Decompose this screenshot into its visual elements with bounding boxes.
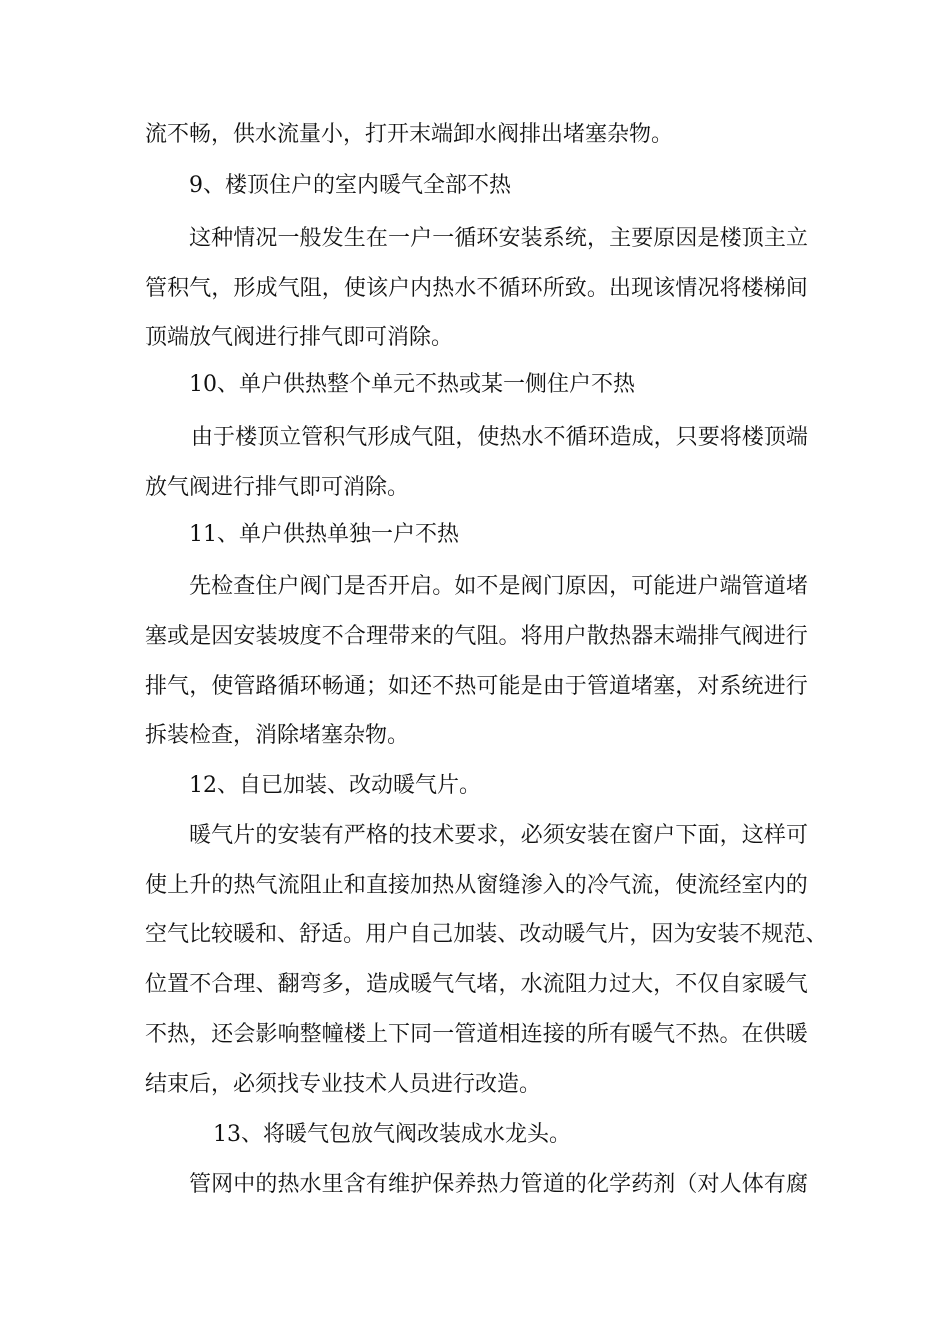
text-line: 空 气 比 较 暖 和 、 舒 适 。 用 户 自 己 加 装 、 改 动 暖 气 片 ， 因 为 安 装 不 规 范 、 <box>145 922 828 947</box>
section-heading: 10、单户供热整个单元不热或某一侧住户不热 <box>189 372 635 397</box>
text-line: 结束后，必须找专业技术人员进行改造。 <box>145 1072 542 1097</box>
text-line: 拆装检查，消除堵塞杂物。 <box>145 723 410 748</box>
text-line: 使 上 升 的 热 气 流 阻 止 和 直 接 加 热 从 窗 缝 渗 入 的 冷 气 流 ， 使 流 经 室 内 的 <box>145 873 808 898</box>
text-line: 由 于 楼 顶 立 管 积 气 形 成 气 阻 ， 使 热 水 不 循 环 造 成 ， 只 要 将 楼 顶 端 <box>191 425 808 450</box>
text-line: 管 积 气 ， 形 成 气 阻 ， 使 该 户 内 热 水 不 循 环 所 致 。 出 现 该 情 况 将 楼 梯 间 <box>145 276 808 301</box>
text-line: 不 热 ， 还 会 影 响 整 幢 楼 上 下 同 一 管 道 相 连 接 的 所 有 暖 气 不 热 。 在 供 暖 <box>145 1022 808 1047</box>
text-line: 顶端放气阀进行排气即可消除。 <box>145 325 454 350</box>
text-line: 暖 气 片 的 安 装 有 严 格 的 技 术 要 求 ， 必 须 安 装 在 窗 户 下 面 ， 这 样 可 <box>189 823 808 848</box>
text-line: 位 置 不 合 理 、 翻 弯 多 ， 造 成 暖 气 气 堵 ， 水 流 阻 力 过 大 ， 不 仅 自 家 暖 气 <box>145 972 808 997</box>
section-heading: 11、单户供热单独一户不热 <box>189 522 459 547</box>
section-heading: 13、将暖气包放气阀改装成水龙头。 <box>213 1122 571 1147</box>
section-heading: 12、自已加装、改动暖气片。 <box>189 773 481 798</box>
text-line: 这 种 情 况 一 般 发 生 在 一 户 一 循 环 安 装 系 统 ， 主 要 原 因 是 楼 顶 主 立 <box>189 226 808 251</box>
section-heading: 9、楼顶住户的室内暖气全部不热 <box>189 173 511 198</box>
text-line: 塞 或 是 因 安 装 坡 度 不 合 理 带 来 的 气 阻 。 将 用 户 散 热 器 末 端 排 气 阀 进 行 <box>145 624 808 649</box>
text-line: 先 检 查 住 户 阀 门 是 否 开 启 。 如 不 是 阀 门 原 因 ， 可 能 进 户 端 管 道 堵 <box>189 574 808 599</box>
text-line: 管 网 中 的 热 水 里 含 有 维 护 保 养 热 力 管 道 的 化 学 药 剂 （ 对 人 体 有 腐 <box>189 1172 808 1197</box>
text-line: 放气阀进行排气即可消除。 <box>145 475 410 500</box>
text-line: 排 气 ， 使 管 路 循 环 畅 通 ； 如 还 不 热 可 能 是 由 于 管 道 堵 塞 ， 对 系 统 进 行 <box>145 674 808 699</box>
text-line: 流不畅，供水流量小，打开末端卸水阀排出堵塞杂物。 <box>145 122 674 147</box>
